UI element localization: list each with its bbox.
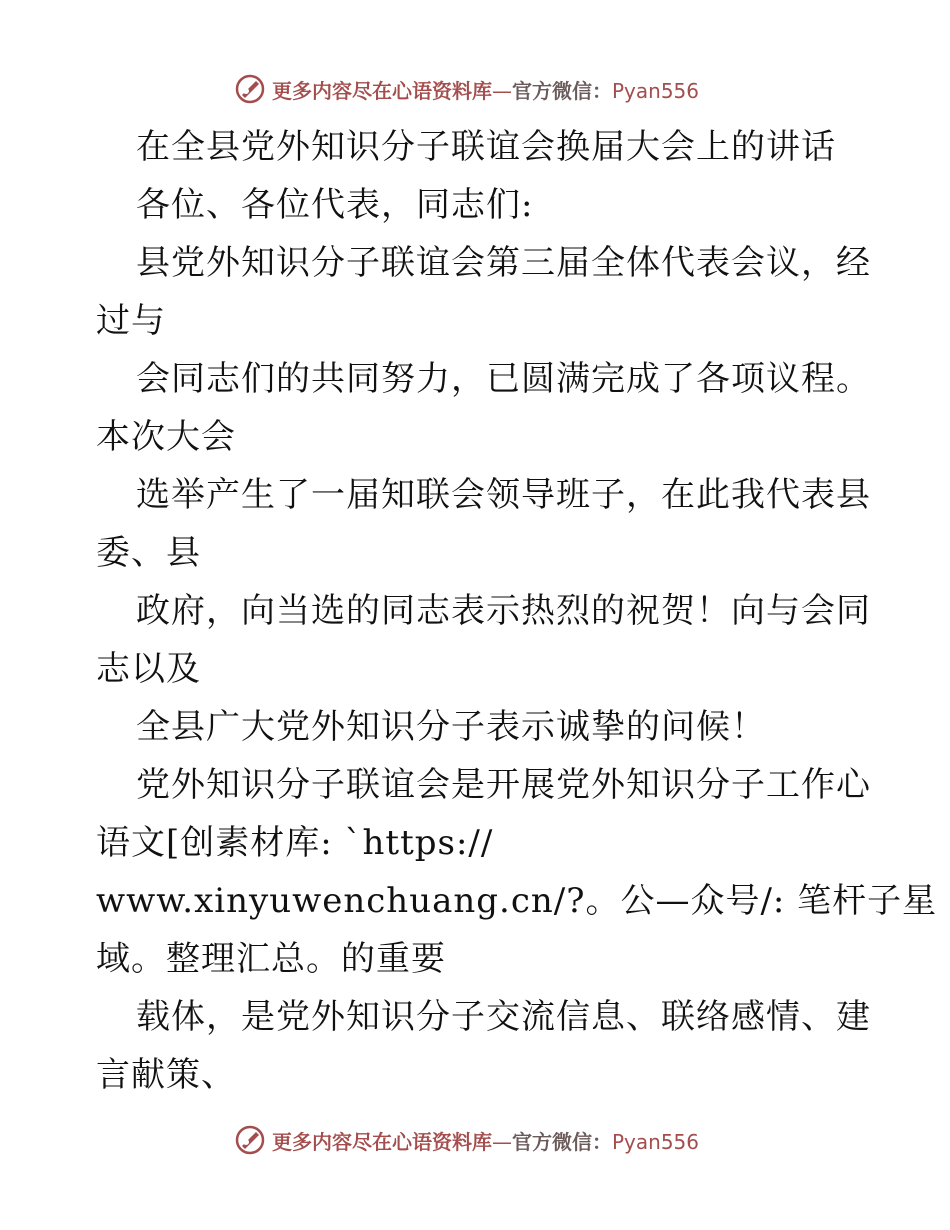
pen-circle-logo-icon: [234, 73, 266, 105]
watermark-site-text: 更多内容尽在心语资料库: [272, 1129, 492, 1154]
watermark-dash: —: [492, 1129, 512, 1154]
text-line: 党外知识分子联谊会是开展党外知识分子工作心: [136, 765, 871, 805]
text-line: 载体，是党外知识分子交流信息、联络感情、建: [136, 997, 871, 1037]
text-line: 本次大会: [96, 417, 236, 457]
footer-watermark: [234, 1123, 754, 1157]
document-title: 在全县党外知识分子联谊会换届大会上的讲话: [136, 127, 836, 167]
text-line: 志以及: [96, 649, 201, 689]
text-line: 语文[创素材库: `https://: [96, 823, 494, 863]
text-line: 会同志们的共同努力，已圆满完成了各项议程。: [136, 359, 871, 399]
watermark-dash: —: [492, 78, 512, 103]
text-line: 域。整理汇总。的重要: [96, 939, 446, 979]
text-line: 委、县: [96, 533, 201, 573]
text-line: 县党外知识分子联谊会第三届全体代表会议，经: [136, 243, 871, 283]
text-line: www.xinyuwenchuang.cn/?。公—众号/: 笔杆子星: [96, 881, 938, 921]
watermark-wechat-label: 官方微信：: [512, 1129, 612, 1154]
text-line: 选举产生了一届知联会领导班子，在此我代表县: [136, 475, 871, 515]
header-watermark: [234, 72, 754, 106]
watermark-wechat-label: 官方微信：: [512, 78, 612, 103]
text-line: 言献策、: [96, 1055, 236, 1095]
salutation: 各位、各位代表，同志们:: [136, 185, 534, 225]
text-line: 政府，向当选的同志表示热烈的祝贺！向与会同: [136, 591, 871, 631]
watermark-wechat-id: Pyan556: [612, 78, 700, 103]
document-body: [96, 118, 938, 1104]
watermark-wechat-id: Pyan556: [612, 1129, 700, 1154]
text-line: 全县广大党外知识分子表示诚挚的问候！: [136, 707, 766, 747]
pen-circle-logo-icon: [234, 1124, 266, 1156]
text-line: 过与: [96, 301, 166, 341]
watermark-site-text: 更多内容尽在心语资料库: [272, 78, 492, 103]
